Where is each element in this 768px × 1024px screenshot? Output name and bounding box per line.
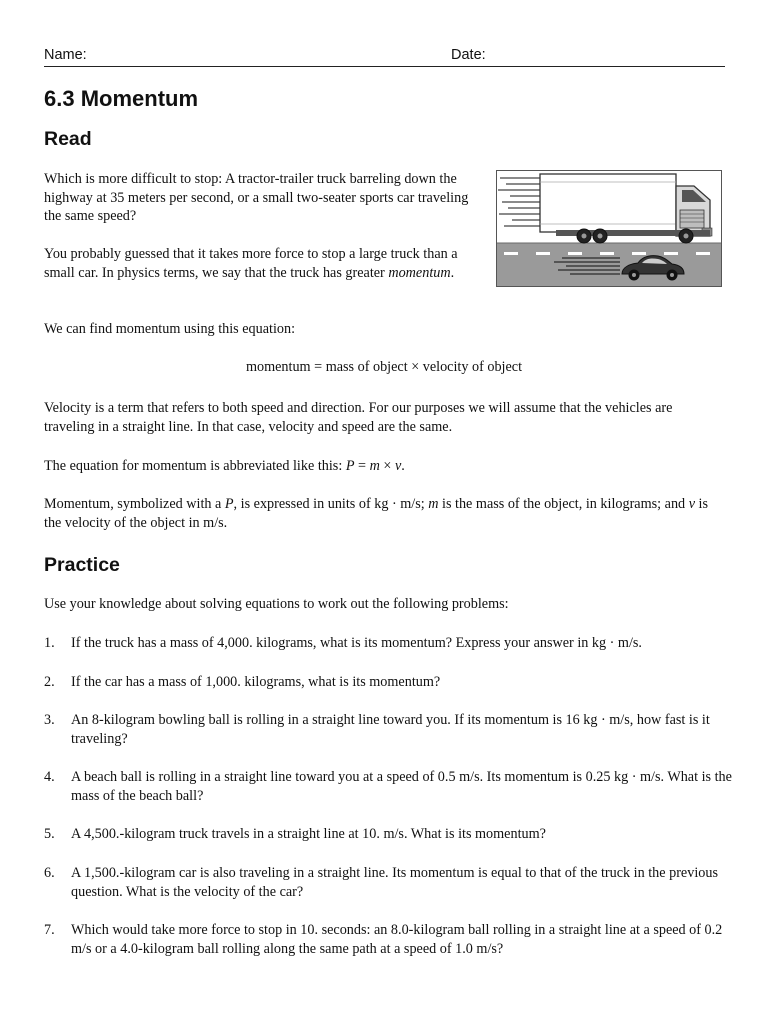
problem-text: A 1,500.-kilogram car is also traveling in a straight line. Its momentum is equal to that of the truck in the previous question. What is the velocity of the car? bbox=[71, 865, 718, 900]
p6-a: Momentum, symbolized with a bbox=[44, 496, 225, 512]
p6-symbol-m: m bbox=[428, 496, 439, 512]
p5-equals: = bbox=[354, 458, 370, 474]
problem-number: 6. bbox=[44, 865, 55, 881]
problem-text: An 8-kilogram bowling ball is rolling in a straight line toward you. If its momentum is 16 kg · m/s, how fast is it traveling? bbox=[71, 712, 710, 747]
p6-symbol-v: v bbox=[688, 496, 695, 512]
p6-b: , is expressed in units of kg · m/s; bbox=[233, 496, 429, 512]
read-paragraph-4: Velocity is a term that refers to both speed and direction. For our purposes we will assume that the vehicles are traveling in a straight line. In that case, velocity and speed are the same. bbox=[44, 400, 673, 435]
read-heading: Read bbox=[44, 128, 92, 150]
p5-times: × bbox=[379, 458, 395, 474]
p6-d: is the velocity of the object in m/s. bbox=[44, 496, 709, 531]
truck-and-car-illustration bbox=[496, 170, 722, 287]
read-paragraph-2 bbox=[44, 245, 484, 282]
practice-heading: Practice bbox=[44, 554, 120, 576]
read-paragraph-6 bbox=[44, 495, 720, 532]
read-paragraph-3: We can find momentum using this equation: bbox=[44, 321, 296, 337]
date-label: Date: bbox=[451, 47, 486, 63]
momentum-equation: momentum = mass of object × velocity of object bbox=[245, 359, 523, 375]
name-label: Name: bbox=[44, 47, 87, 63]
problem-number: 5. bbox=[44, 826, 55, 842]
problem-text: A beach ball is rolling in a straight line toward you at a speed of 0.5 m/s. Its momentum is 0.25 kg · m/s. What is the mass of the beach ball? bbox=[71, 769, 732, 804]
symbol-m: m bbox=[369, 458, 380, 474]
problem-number: 3. bbox=[44, 712, 55, 728]
problem-text: If the car has a mass of 1,000. kilograms, what is its momentum? bbox=[71, 674, 441, 690]
problem-text: If the truck has a mass of 4,000. kilograms, what is its momentum? Express your answer in kg · m/s. bbox=[71, 635, 642, 651]
symbol-v: v bbox=[394, 458, 402, 474]
problem-text: A 4,500.-kilogram truck travels in a straight line at 10. m/s. What is its momentum? bbox=[71, 826, 546, 842]
problem-number: 2. bbox=[44, 674, 55, 690]
p2-text: You probably guessed that it takes more force to stop a large truck than a small car. In physics terms, we say that the truck has greater bbox=[44, 246, 458, 281]
p6-c: is the mass of the object, in kilograms; and bbox=[438, 496, 689, 512]
read-paragraph-5 bbox=[44, 457, 726, 476]
momentum-term: momentum bbox=[388, 264, 451, 281]
read-paragraph-1: Which is more difficult to stop: A tractor-trailer truck barreling down the highway at 35 meters per second, or a small two-seater sports car traveling the same speed? bbox=[44, 171, 469, 224]
practice-intro: Use your knowledge about solving equations to work out the following problems: bbox=[44, 596, 509, 612]
problem-number: 1. bbox=[44, 635, 55, 651]
problem-number: 7. bbox=[44, 922, 55, 938]
p6-symbol-p: P bbox=[224, 496, 234, 512]
p5-end: . bbox=[401, 458, 405, 474]
p2-end: . bbox=[450, 264, 455, 281]
name-date-header bbox=[44, 46, 725, 67]
problem-text: Which would take more force to stop in 10. seconds: an 8.0-kilogram ball rolling in a straight line at a speed of 0.2 m/s or a 4.0-kilogram ball rolling along the same path at a speed of 1.0 m/s? bbox=[71, 922, 723, 957]
page-title: 6.3 Momentum bbox=[44, 86, 199, 111]
p5-text: The equation for momentum is abbreviated like this: bbox=[44, 458, 346, 474]
symbol-p: P bbox=[345, 458, 355, 474]
problem-number: 4. bbox=[44, 769, 55, 785]
